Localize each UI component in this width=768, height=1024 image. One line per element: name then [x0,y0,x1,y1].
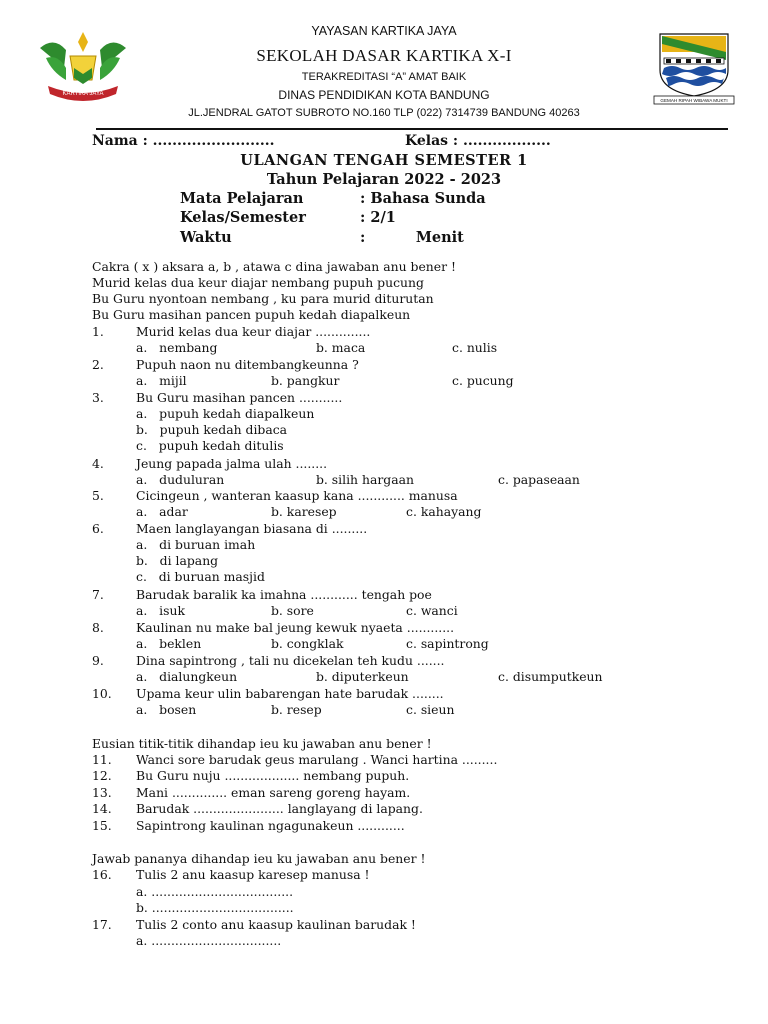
option-c[interactable]: c. disumputkeun [498,669,603,684]
option-b[interactable]: b. silih hargaan [316,472,414,487]
option-c[interactable]: c. wanci [406,603,458,618]
header-divider [96,128,728,130]
option-b[interactable]: b. sore [271,603,314,618]
option-a[interactable]: a. isuk [136,603,185,618]
question-number: 6. [92,521,104,536]
question-number: 7. [92,587,104,602]
option-b[interactable]: b. resep [271,702,322,717]
question-number: 10. [92,686,112,701]
question-number: 13. [92,785,112,800]
question-number: 17. [92,917,112,932]
option-c[interactable]: c. papaseaan [498,472,580,487]
meta-label-time: Waktu [180,229,232,246]
seal-motto: GEMAH RIPAH WIBAWA MUKTI [660,98,728,103]
option-a[interactable]: a. pupuh kedah diapalkeun [136,406,315,421]
question-text: Tulis 2 conto anu kaasup kaulinan barudak ! [136,917,416,932]
meta-label-subject: Mata Pelajaran [180,190,304,207]
meta-value-class: : 2/1 [360,209,396,226]
meta-label-class: Kelas/Semester [180,209,306,226]
meta-value-time: : Menit [360,229,464,246]
option-b[interactable]: b. diputerkeun [316,669,409,684]
accreditation: TERAKREDITASI “A” AMAT BAIK [301,71,467,83]
question-text: Pupuh naon nu ditembangkeunna ? [136,357,359,372]
question-number: 1. [92,324,104,339]
option-c[interactable]: c. pupuh kedah ditulis [136,438,284,453]
option-a[interactable]: a. duduluran [136,472,225,487]
question-text: Upama keur ulin babarengan hate barudak ........ [136,686,444,701]
story-line: Bu Guru masihan pancen pupuh kedah diapalkeun [92,307,411,322]
option-b[interactable]: b. di lapang [136,553,219,568]
question-text: Maen langlayangan biasana di ......... [136,521,368,536]
question-text: Bu Guru masihan pancen ........... [136,390,343,405]
option-a[interactable]: a. beklen [136,636,202,651]
question-text: Kaulinan nu make bal jeung kewuk nyaeta ............ [136,620,455,635]
option-c[interactable]: c. nulis [452,340,498,355]
option-a[interactable]: a. bosen [136,702,197,717]
option-b[interactable]: b. congklak [271,636,344,651]
question-number: 9. [92,653,104,668]
question-text: Cicingeun , wanteran kaasup kana ............ manusa [136,488,458,503]
question-text: Bu Guru nuju ................... nembang pupuh. [136,768,410,783]
letterhead [0,0,768,130]
bandung-seal-icon [652,30,736,106]
question-number: 5. [92,488,104,503]
department: DINAS PENDIDIKAN KOTA BANDUNG [278,88,490,102]
story-line: Bu Guru nyontoan nembang , ku para murid diturutan [92,291,434,306]
meta-value-subject: : Bahasa Sunda [360,190,486,207]
option-b[interactable]: b. pupuh kedah dibaca [136,422,288,437]
answer-line[interactable]: a. .................................... [136,884,294,899]
logo-left-caption: KARTIKA JAYA [62,91,104,97]
option-c[interactable]: c. pucung [452,373,514,388]
option-a[interactable]: a. dialungkeun [136,669,238,684]
option-c[interactable]: c. sapintrong [406,636,489,651]
option-a[interactable]: a. mijil [136,373,187,388]
question-number: 4. [92,456,104,471]
instruction-part3: Jawab pananya dihandap ieu ku jawaban anu bener ! [92,851,426,866]
question-number: 16. [92,867,112,882]
question-number: 12. [92,768,112,783]
instruction-part2: Eusian titik-titik dihandap ieu ku jawaban anu bener ! [92,736,432,751]
option-b[interactable]: b. pangkur [271,373,340,388]
option-c[interactable]: c. sieun [406,702,455,717]
question-text: Barudak baralik ka imahna ............ tengah poe [136,587,432,602]
school-name: SEKOLAH DASAR KARTIKA X-I [256,46,512,65]
exam-title: ULANGAN TENGAH SEMESTER 1 [240,152,528,169]
option-a[interactable]: a. di buruan imah [136,537,256,552]
question-text: Tulis 2 anu kaasup karesep manusa ! [136,867,370,882]
question-number: 3. [92,390,104,405]
story-line: Murid kelas dua keur diajar nembang pupuh pucung [92,275,424,290]
question-number: 2. [92,357,104,372]
answer-line[interactable]: b. .................................... [136,900,294,915]
question-number: 11. [92,752,112,767]
name-field: Nama : ......................... [92,133,275,149]
question-text: Murid kelas dua keur diajar .............. [136,324,371,339]
option-a[interactable]: a. nembang [136,340,218,355]
question-text: Wanci sore barudak geus marulang . Wanci hartina ......... [136,752,498,767]
option-b[interactable]: b. maca [316,340,366,355]
question-text: Dina sapintrong , tali nu dicekelan teh kudu ....... [136,653,445,668]
option-b[interactable]: b. karesep [271,504,337,519]
question-text: Jeung papada jalma ulah ........ [136,456,328,471]
question-number: 15. [92,818,112,833]
option-c[interactable]: c. di buruan masjid [136,569,265,584]
school-address: JL.JENDRAL GATOT SUBROTO NO.160 TLP (022) 7314739 BANDUNG 40263 [188,107,580,119]
answer-line[interactable]: a. ................................. [136,933,282,948]
foundation-name: YAYASAN KARTIKA JAYA [311,24,457,38]
instruction-part1: Cakra ( x ) aksara a, b , atawa c dina jawaban anu bener ! [92,259,456,274]
option-a[interactable]: a. adar [136,504,188,519]
exam-year: Tahun Pelajaran 2022 - 2023 [266,171,502,188]
question-number: 8. [92,620,104,635]
question-text: Barudak ....................... langlayang di lapang. [136,801,423,816]
option-c[interactable]: c. kahayang [406,504,482,519]
question-text: Sapintrong kaulinan ngagunakeun ............ [136,818,405,833]
class-field: Kelas : .................. [405,133,551,149]
question-text: Mani .............. eman sareng goreng hayam. [136,785,411,800]
question-number: 14. [92,801,112,816]
